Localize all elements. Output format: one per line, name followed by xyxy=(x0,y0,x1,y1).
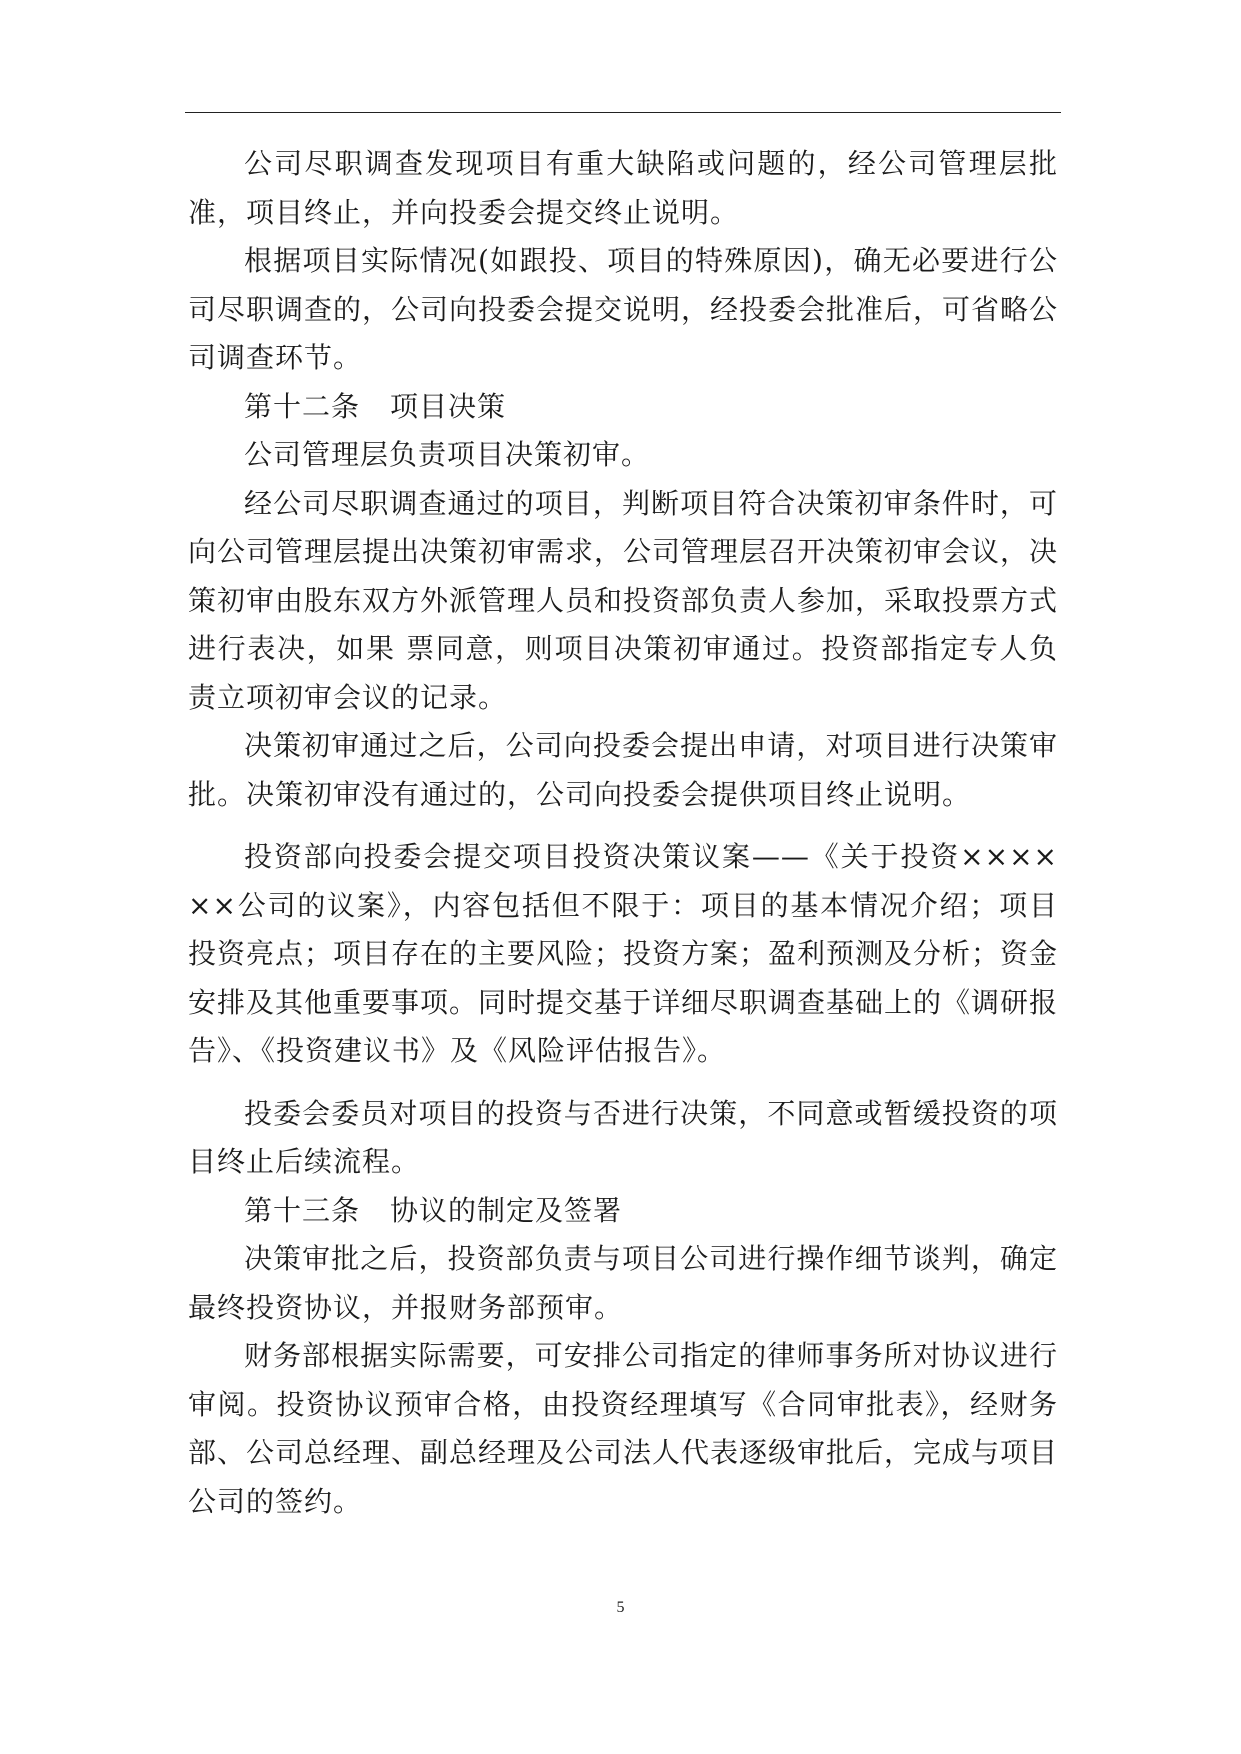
paragraph: 投委会委员对项目的投资与否进行决策，不同意或暂缓投资的项目终止后续流程。 xyxy=(188,1096,1058,1178)
article-title: 协议的制定及签署 xyxy=(390,1193,623,1227)
article-heading xyxy=(188,383,1058,432)
paragraph: 财务部根据实际需要，可安排公司指定的律师事务所对协议进行审阅。投资协议预审合格，由投资经理填写《合同审批表》，经财务部、公司总经理、副总经理及公司法人代表逐级审批后，完成与项目公司的签约。 xyxy=(188,1339,1059,1518)
page-number: 5 xyxy=(616,1599,625,1616)
paragraph: 公司管理层负责项目决策初审。 xyxy=(244,438,651,471)
article-number: 第十三条 xyxy=(244,1193,361,1227)
document-body xyxy=(188,140,1058,1526)
paragraph: 决策初审通过之后，公司向投委会提出申请，对项目进行决策审批。决策初审没有通过的，公司向投委会提供项目终止说明。 xyxy=(188,729,1058,811)
paragraph: 公司尽职调查发现项目有重大缺陷或问题的，经公司管理层批准，项目终止，并向投委会提交终止说明。 xyxy=(188,147,1058,229)
article-title: 项目决策 xyxy=(390,389,507,423)
paragraph: 经公司尽职调查通过的项目，判断项目符合决策初审条件时，可向公司管理层提出决策初审需求，公司管理层召开决策初审会议，决策初审由股东双方外派管理人员和投资部负责人参加，采取投票方式进行表决，如果 票同意，则项目决策初审通过。投资部指定专人负责立项初审会议的记录。 xyxy=(188,486,1059,714)
article-heading xyxy=(188,1187,1058,1236)
header-rule xyxy=(185,112,1061,113)
paragraph: 投资部向投委会提交项目投资决策议案——《关于投资××××××公司的议案》，内容包括但不限于：项目的基本情况介绍；项目投资亮点；项目存在的主要风险；投资方案；盈利预测及分析；资金安排及其他重要事项。同时提交基于详细尽职调查基础上的《调研报告》、《投资建议书》及《风险评估报告》。 xyxy=(188,840,1059,1067)
paragraph: 根据项目实际情况(如跟投、项目的特殊原因)，确无必要进行公司尽职调查的，公司向投委会提交说明，经投委会批准后，可省略公司调查环节。 xyxy=(188,244,1059,374)
paragraph: 决策审批之后，投资部负责与项目公司进行操作细节谈判，确定最终投资协议，并报财务部预审。 xyxy=(188,1242,1058,1324)
article-number: 第十二条 xyxy=(244,389,361,423)
